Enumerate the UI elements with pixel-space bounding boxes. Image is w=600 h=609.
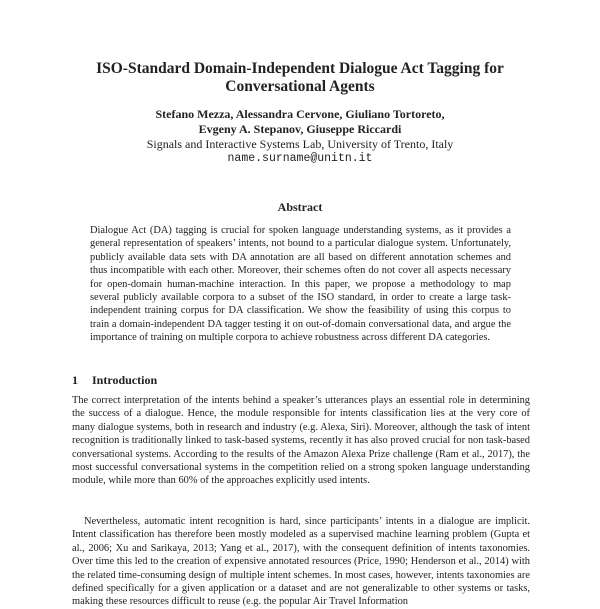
abstract-heading: Abstract — [277, 200, 323, 214]
paper-authors: Stefano Mezza, Alessandra Cervone, Giuliano Tortoreto, Evgeny A. Stepanov, Giuseppe Riccardi — [155, 107, 445, 136]
paper-title: ISO-Standard Domain-Independent Dialogue Act Tagging for Conversational Agents — [96, 60, 504, 95]
author-affiliation: Signals and Interactive Systems Lab, University of Trento, Italy — [146, 137, 454, 151]
author-email: name.surname@unitn.it — [227, 152, 373, 165]
section-title: Introduction — [92, 373, 158, 387]
abstract-text: Dialogue Act (DA) tagging is crucial for spoken language understanding systems, as it provides a general representation of speakers’ intents, not bound to a particular dialogue system. Unfortunately, publicly available data sets with DA annotation are all based on different annotation schemes and thus incompatible with each other. Moreover, their schemes often do not cover all aspects necessary for open-domain human-machine interaction. In this paper, we propose a methodology to map several publicly available corpora to a subset of the ISO standard, in order to create a large task-independent training corpus for DA classification. We show the feasibility of using this corpus to train a domain-independent DA tagger testing it on out-of-domain conversational data, and argue the importance of training on multiple corpora to achieve robustness across different DA categories. — [90, 225, 511, 344]
section-heading — [72, 373, 157, 388]
intro-paragraph-1: The correct interpretation of the intents behind a speaker’s utterances plays an essential role in determining the success of a dialogue. Hence, the module responsible for intents classification lies at the very core of many dialogue systems, both in research and industry (e.g. Alexa, Siri). Moreover, although the task of intent recognition is traditionally linked to task-based systems, recently it has also proved crucial for non task-based conversational systems. According to the results of the Amazon Alexa Prize challenge (Ram et al., 2017), the most successful conversational systems in the competition relied on a strong spoken language understanding module, while more than 60% of the approaches explicitly used intents. — [72, 395, 530, 487]
intro-paragraph-2: Nevertheless, automatic intent recognition is hard, since participants’ intents in a dialogue are implicit. Intent classification has therefore been mostly modeled as a supervised machine learning problem (Gupta et al., 2006; Xu and Sarikaya, 2013; Yang et al., 2017), with the consequent definition of intents taxonomies. Over time this led to the creation of expensive annotated resources (Price, 1990; Henderson et al., 2014) with the related time-consuming design of multiple intent schemes. In most cases, however, intents taxonomies are defined specifically for a given application or a dataset and are not generalizable to other systems or tasks, making these resources difficult to reuse (e.g. the popular Air Travel Information — [72, 516, 530, 608]
section-number: 1 — [72, 373, 78, 387]
